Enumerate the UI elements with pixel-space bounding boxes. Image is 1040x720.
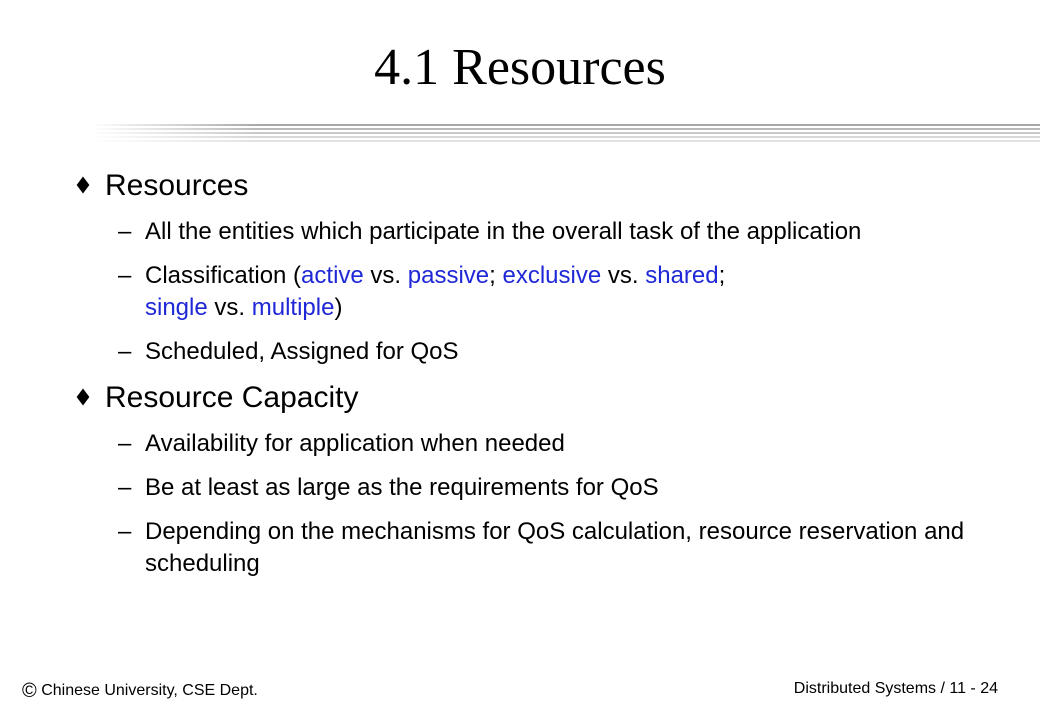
sub-bullet-entities [75, 216, 975, 248]
text-segment: ) [334, 294, 343, 321]
text-segment: ; [718, 262, 726, 289]
sub-bullet-text: All the entities which participate in the overall task of the application [145, 218, 862, 245]
sub-bullet-text: Scheduled, Assigned for QoS [145, 338, 459, 365]
term-passive: passive [407, 262, 490, 289]
sub-bullet-scheduled [75, 336, 975, 368]
sub-bullet-depending [75, 516, 975, 580]
term-exclusive: exclusive [502, 262, 602, 289]
copyright-symbol: © [22, 680, 37, 702]
sub-bullet-text: Depending on the mechanisms for QoS calculation, resource reservation and scheduling [145, 518, 965, 577]
dash-marker: – [118, 338, 132, 365]
footer-copyright [22, 680, 258, 703]
text-segment: ; [489, 262, 503, 289]
bullet-heading: Resource Capacity [105, 381, 359, 414]
slide-title: 4.1 Resources [374, 39, 666, 96]
dash-marker: – [118, 518, 132, 545]
dash-marker: – [118, 474, 132, 501]
sub-bullet-text: Availability for application when needed [145, 430, 565, 457]
text-segment: vs. [601, 262, 646, 289]
dash-marker: – [118, 430, 132, 457]
sub-bullet-large-enough [75, 472, 975, 504]
bullet-resources [75, 168, 975, 204]
text-segment: vs. [363, 262, 408, 289]
title-divider [90, 124, 1040, 142]
term-active: active [301, 262, 364, 289]
term-multiple: multiple [251, 294, 335, 321]
dash-marker: – [118, 218, 132, 245]
term-shared: shared [645, 262, 719, 289]
footer-page-info: Distributed Systems / 11 - 24 [793, 680, 998, 697]
dash-marker: – [118, 262, 132, 289]
bullet-heading: Resources [105, 169, 249, 202]
slide-body [75, 168, 975, 592]
sub-bullet-text: Be at least as large as the requirements for QoS [145, 474, 659, 501]
sub-bullet-classification [75, 260, 975, 324]
sub-bullet-availability [75, 428, 975, 460]
diamond-bullet-icon [77, 177, 90, 194]
text-segment: vs. [207, 294, 252, 321]
term-single: single [145, 294, 208, 321]
footer-org: Chinese University, CSE Dept. [36, 682, 258, 699]
text-segment: Classification ( [145, 262, 302, 289]
diamond-bullet-icon [77, 389, 90, 406]
bullet-resource-capacity [75, 380, 975, 416]
